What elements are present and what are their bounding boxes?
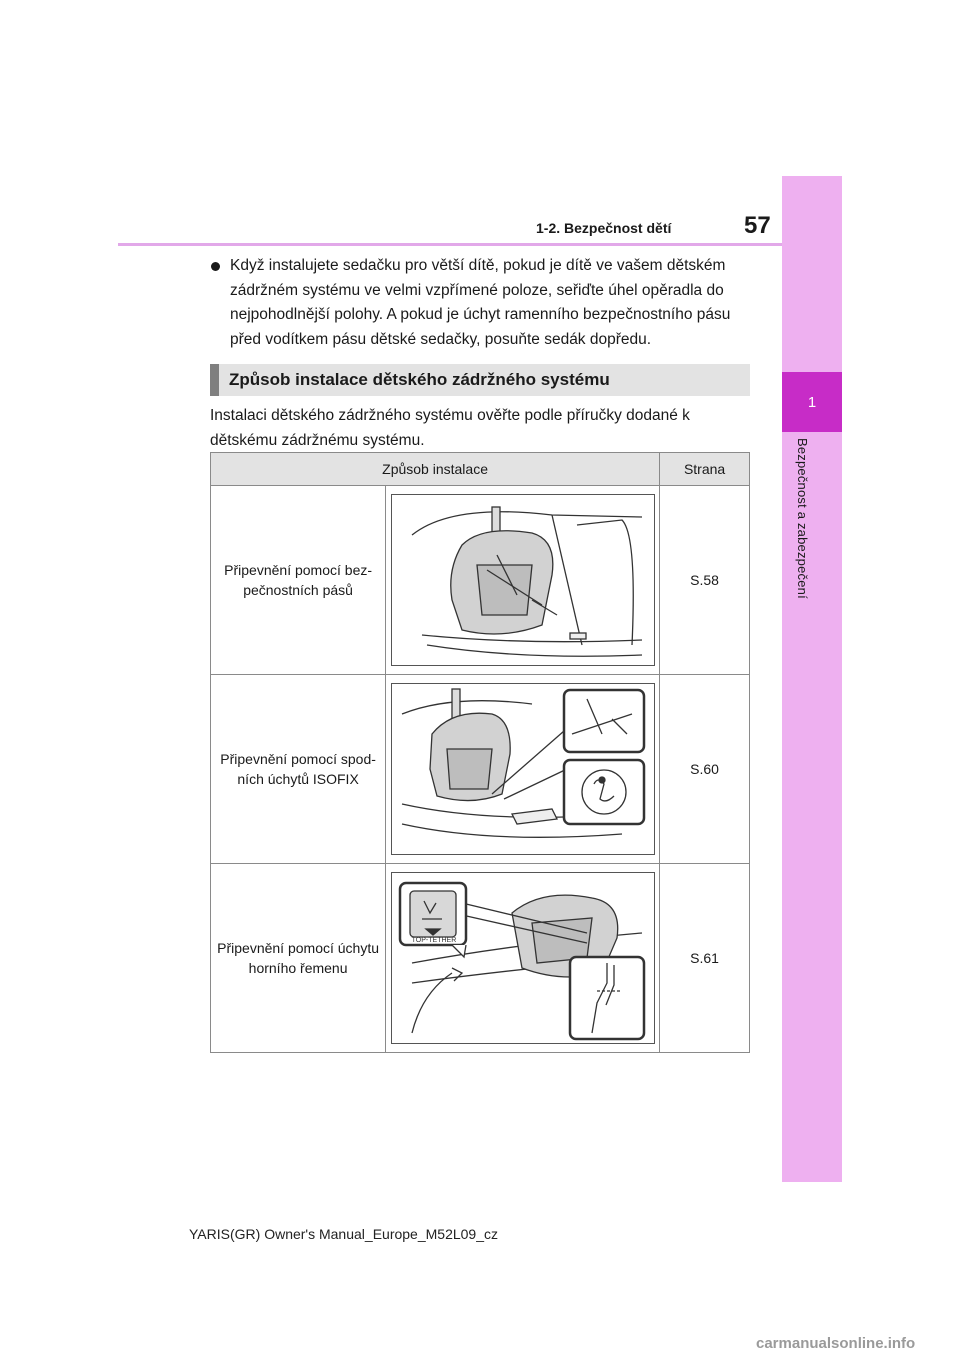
- top-tether-label: TOP-TETHER: [411, 937, 457, 944]
- watermark: carmanualsonline.info: [756, 1335, 916, 1352]
- method-cell: Připevnění pomocí bez-pečnostních pásů: [211, 486, 386, 675]
- illustration-cell: [386, 864, 660, 1053]
- illustration-cell: [386, 486, 660, 675]
- side-chapter-title: Bezpečnost a zabezpečení: [795, 438, 810, 599]
- table-row: [211, 675, 750, 864]
- bullet-paragraph: Když instalujete sedačku pro větší dítě, pokud je dítě ve vašem dětském zádržném systému ve velmi vzpřímené poloze, seřiďte úhel opěradla do nejpohodlnější polohy. A pokud je úchyt ramenního bezpečnostního pásu před vodítkem pásu dětské sedačky, posuňte sedák dopředu.: [230, 257, 731, 348]
- illustration-cell: [386, 675, 660, 864]
- seatbelt-install-illustration: [391, 494, 655, 666]
- subheading-bar: [210, 364, 750, 396]
- table-row: [211, 486, 750, 675]
- side-tab: [782, 176, 842, 1182]
- footer-text: YARIS(GR) Owner's Manual_Europe_M52L09_cz: [189, 1226, 498, 1242]
- section-title: 1-2. Bezpečnost dětí: [536, 220, 672, 236]
- method-cell: Připevnění pomocí spod-ních úchytů ISOFIX: [211, 675, 386, 864]
- top-tether-install-illustration: [391, 872, 655, 1044]
- child-seat-top-tether-icon: [392, 873, 654, 1043]
- subheading-text: Způsob instalace dětského zádržného systému: [229, 370, 610, 389]
- page-ref-cell: S.61: [660, 864, 750, 1053]
- child-seat-seatbelt-icon: [392, 495, 654, 665]
- method-cell: Připevnění pomocí úchytu horního řemenu: [211, 864, 386, 1053]
- side-chapter-number: 1: [782, 372, 842, 432]
- installation-table: [210, 452, 750, 1053]
- page-ref-cell: S.58: [660, 486, 750, 675]
- isofix-install-illustration: [391, 683, 655, 855]
- column-header-method: Způsob instalace: [211, 453, 660, 486]
- page-ref-cell: S.60: [660, 675, 750, 864]
- intro-paragraph: Instalaci dětského zádržného systému ověřte podle příručky dodané k dětskému zádržnému systému.: [210, 407, 690, 449]
- page-number: 57: [744, 212, 771, 239]
- table-row: [211, 864, 750, 1053]
- table-header-row: [211, 453, 750, 486]
- column-header-page: Strana: [660, 453, 750, 486]
- header-rule: [118, 243, 782, 246]
- child-seat-isofix-icon: [392, 684, 654, 854]
- bullet-dot-icon: [211, 262, 220, 271]
